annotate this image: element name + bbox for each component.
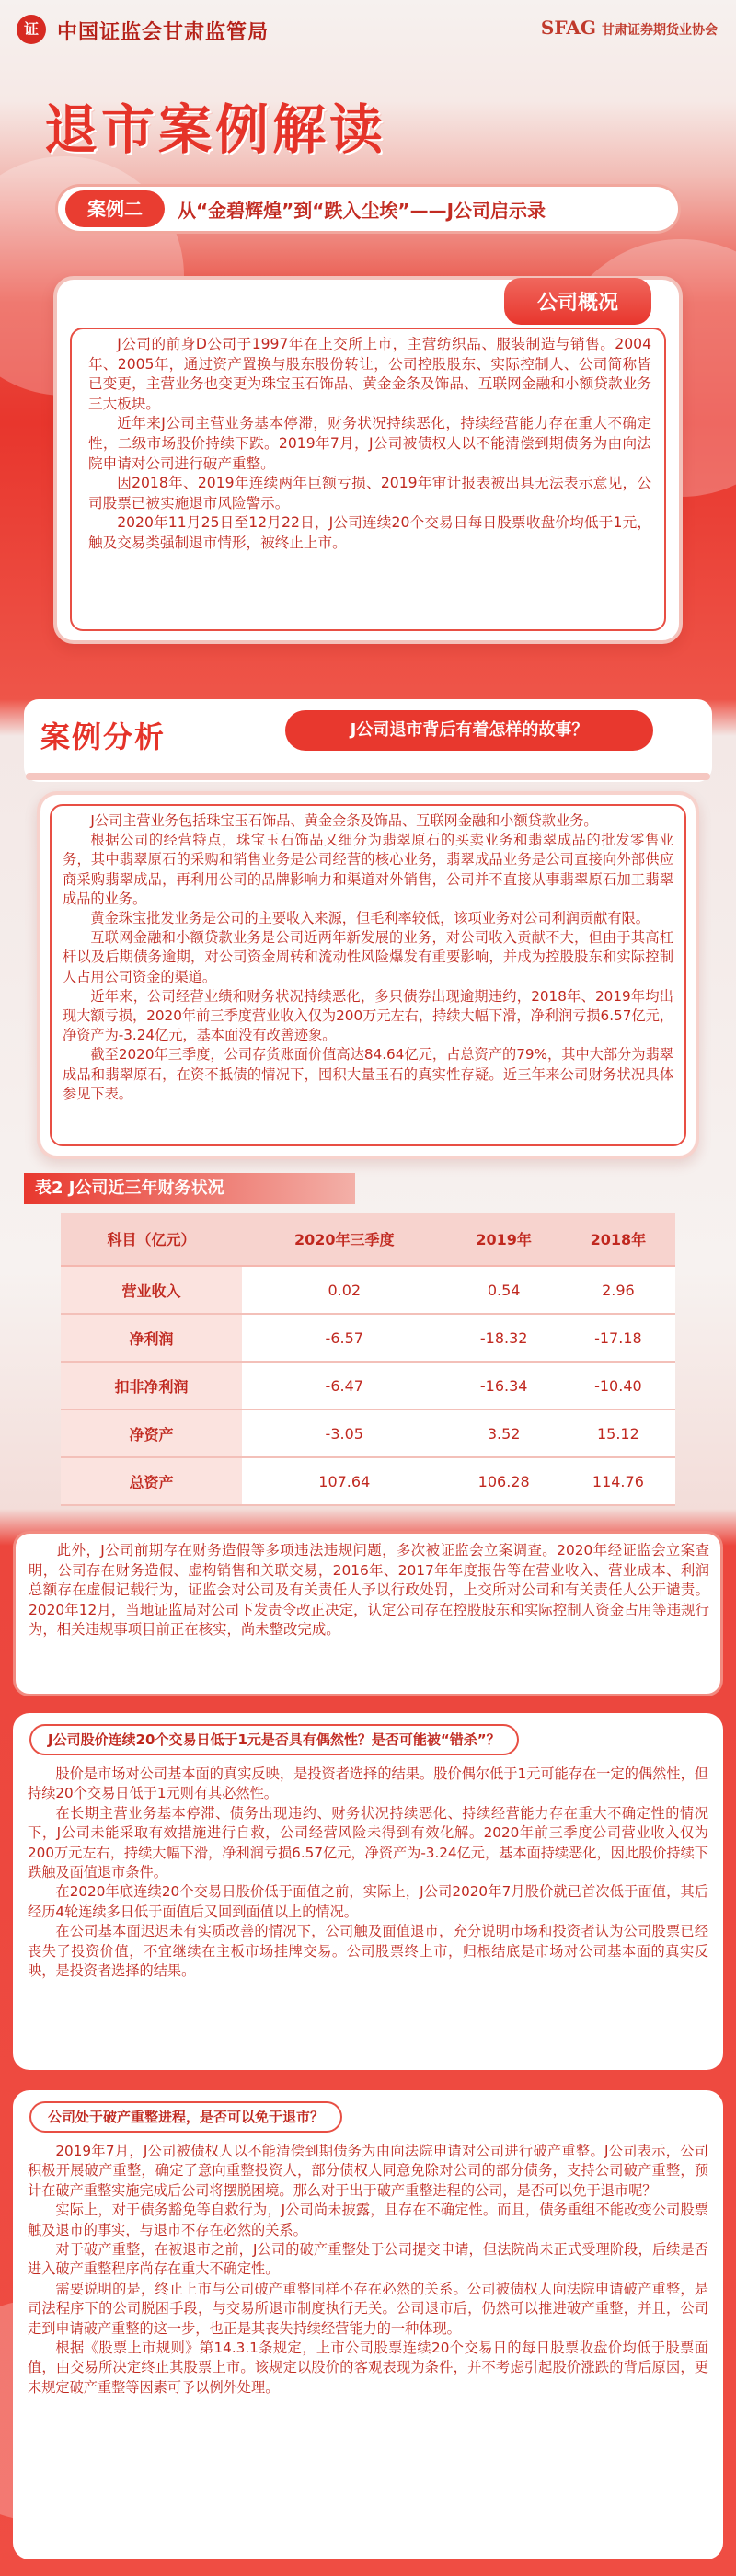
overview-paragraph: J公司的前身D公司于1997年在上交所上市，主营纺织品、服装制造与销售。2004年、2005年，通过资产置换与股东股份转让，公司控股股东、实际控制人、公司简称皆已变更，主营业务也变更为珠宝玉石饰品、黄金金条及饰品、互联网金融和小额贷款业务三大板块。 <box>88 336 651 412</box>
case-banner <box>55 184 681 234</box>
table-cell: 114.76 <box>561 1457 675 1505</box>
analysis-title: 案例分析 <box>40 719 167 754</box>
q1-paragraph: 在2020年底连续20个交易日股价低于面值之前，实际上，J公司2020年7月股价就已首次低于面值，其后经历4轮连续多日低于面值后又回到面值以上的情况。 <box>28 1883 708 1920</box>
q2-paragraph: 对于破产重整，在被退市之前，J公司的破产重整处于公司提交申请，但法院尚未正式受理阶段，后续是否进入破产重整程序尚存在重大不确定性。 <box>28 2241 708 2278</box>
q2-paragraph: 实际上，对于债务豁免等自救行为，J公司尚未披露，且存在不确定性。而且，债务重组不能改变公司股票触及退市的事实，与退市不存在必然的关系。 <box>28 2202 708 2238</box>
table-cell: 3.52 <box>447 1409 561 1457</box>
overview-paragraph: 2020年11月25日至12月22日，J公司连续20个交易日每日股票收盘价均低于1元，触及交易类强制退市情形，被终止上市。 <box>88 514 651 551</box>
table-row <box>61 1266 675 1314</box>
overview-tab: 公司概况 <box>504 278 651 325</box>
table-row <box>61 1362 675 1409</box>
analysis-paragraph: 根据公司的经营特点，珠宝玉石饰品又细分为翡翠原石的买卖业务和翡翠成品的批发零售业务，其中翡翠原石的采购和销售业务是公司经营的核心业务，翡翠成品业务是公司直接向外部供应商采购翡翠成品，再利用公司的品牌影响力和渠道对外销售，公司并不直接从事翡翠原石加工翡翠成品的业务。 <box>63 832 673 907</box>
table-row <box>61 1457 675 1505</box>
case-tag: 案例二 <box>65 190 165 227</box>
q1-paragraph: 股价是市场对公司基本面的真实反映，是投资者选择的结果。股价偶尔低于1元可能存在一定的偶然性，但持续20个交易日低于1元则有其必然性。 <box>28 1765 708 1802</box>
q2-question: 公司处于破产重整进程，是否可以免于退市？ <box>29 2101 342 2133</box>
q2-card <box>13 2090 723 2559</box>
table-row <box>61 1314 675 1362</box>
table-cell: 0.54 <box>447 1266 561 1314</box>
analysis-paragraph: 截至2020年三季度，公司存货账面价值高达84.64亿元，占总资产的79%，其中大部分为翡翠成品和翡翠原石，在资不抵债的情况下，囤积大量玉石的真实性存疑。近三年来公司财务状况具体参见下表。 <box>63 1046 673 1102</box>
overview-text <box>88 335 651 554</box>
violation-text <box>29 1541 709 1640</box>
brand-en: SFAG <box>540 17 596 39</box>
q1-text <box>28 1765 708 1981</box>
analysis-paragraph: 互联网金融和小额贷款业务是公司近两年新发展的业务，对公司收入贡献不大，但由于其高杠杆以及后期债务逾期，对公司资金周转和流动性风险爆发有重要影响，并成为控股股东和实际控制人占用公司资金的渠道。 <box>63 929 673 985</box>
org-name: 中国证监会甘肃监管局 <box>57 21 270 44</box>
table-cell: -18.32 <box>447 1314 561 1362</box>
row-label: 净利润 <box>61 1314 242 1362</box>
column-header: 2018年 <box>561 1213 675 1266</box>
row-label: 扣非净利润 <box>61 1362 242 1409</box>
analysis-text <box>63 811 673 1104</box>
table-cell: -6.47 <box>242 1362 447 1409</box>
q2-paragraph: 根据《股票上市规则》第14.3.1条规定，上市公司股票连续20个交易日的每日股票收盘价均低于股票面值，由交易所决定终止其股票上市。该规定以股价的客观表现为条件，并不考虑引起股价涨跌的背后原因，更未规定破产重整等因素可予以例外处理。 <box>28 2340 708 2396</box>
table-cell: -10.40 <box>561 1362 675 1409</box>
analysis-paragraph: J公司主营业务包括珠宝玉石饰品、黄金金条及饰品、互联网金融和小额贷款业务。 <box>90 812 598 829</box>
q1-card <box>13 1713 723 2070</box>
violation-card <box>13 1531 723 1696</box>
column-header: 科目（亿元） <box>61 1213 242 1266</box>
q1-paragraph: 在公司基本面迟迟未有实质改善的情况下，公司触及面值退市，充分说明市场和投资者认为公司股票已经丧失了投资价值，不宜继续在主板市场挂牌交易。公司股票终上市，归根结底是市场对公司基本面的真实反映，是投资者选择的结果。 <box>28 1923 708 1980</box>
column-header: 2019年 <box>447 1213 561 1266</box>
q2-paragraph: 2019年7月，J公司被债权人以不能清偿到期债务为由向法院申请对公司进行破产重整。J公司表示，公司积极开展破产重整，确定了意向重整投资人，部分债权人同意免除对公司的部分债务，支持公司破产重整，预计在破产重整实施完成后公司将摆脱困境。那么对于出于破产重整进程的公司，是否可以免于退市呢？ <box>28 2143 708 2199</box>
brand-logo <box>541 17 718 39</box>
overview-card <box>53 276 683 644</box>
finance-table <box>61 1213 675 1506</box>
table-cell: -16.34 <box>447 1362 561 1409</box>
analysis-card <box>37 791 699 1159</box>
brand-cn: 甘肃证券期货业协会 <box>602 23 718 38</box>
table-header-row <box>61 1213 675 1266</box>
table-row <box>61 1409 675 1457</box>
column-header: 2020年三季度 <box>242 1213 447 1266</box>
table-cell: -3.05 <box>242 1409 447 1457</box>
analysis-paragraph: 近年来，公司经营业绩和财务状况持续恶化，多只债券出现逾期违约，2018年、2019年均出现大额亏损，2020年前三季度营业收入仅为200万元左右，持续大幅下滑，净利润亏损6.57亿元，净资产为-3.24亿元，基本面没有改善迹象。 <box>63 987 673 1044</box>
overview-paragraph: 近年来J公司主营业务基本停滞，财务状况持续恶化，持续经营能力存在重大不确定性，二级市场股价持续下跌。2019年7月，J公司被债权人以不能清偿到期债务为由向法院申请对公司进行破产重整。 <box>88 415 651 472</box>
row-label: 营业收入 <box>61 1266 242 1314</box>
header <box>0 0 736 64</box>
case-headline: 从“金碧辉煌”到“跌入尘埃”——J公司启示录 <box>178 199 546 222</box>
table-cell: 107.64 <box>242 1457 447 1505</box>
table-cell: 15.12 <box>561 1409 675 1457</box>
table-cell: 2.96 <box>561 1266 675 1314</box>
table-cell: 0.02 <box>242 1266 447 1314</box>
csrc-logo-icon: 证 <box>17 15 46 44</box>
q1-paragraph: 在长期主营业务基本停滞、债务出现违约、财务状况持续恶化、持续经营能力存在重大不确定性的情况下，J公司未能采取有效措施进行自救，公司经营风险未得到有效化解。2020年前三季度公司营业收入仅为200万元左右，持续大幅下滑，净利润亏损6.57亿元，净资产为-3.24亿元，基本面持续恶化，因此股价持续下跌触及面值退市条件。 <box>28 1804 708 1881</box>
q2-text <box>28 2142 708 2398</box>
table-caption: 表2 J公司近三年财务状况 <box>24 1173 355 1204</box>
table-cell: 106.28 <box>447 1457 561 1505</box>
divider <box>26 773 710 780</box>
table-cell: -17.18 <box>561 1314 675 1362</box>
row-label: 净资产 <box>61 1409 242 1457</box>
analysis-paragraph: 黄金珠宝批发业务是公司的主要收入来源，但毛利率较低，该项业务对公司利润贡献有限。 <box>90 910 650 927</box>
page-title: 退市案例解读 <box>44 98 387 161</box>
table-cell: -6.57 <box>242 1314 447 1362</box>
overview-paragraph: 因2018年、2019年连续两年巨额亏损、2019年审计报表被出具无法表示意见，公司股票已被实施退市风险警示。 <box>88 475 651 512</box>
row-label: 总资产 <box>61 1457 242 1505</box>
q1-question: J公司股价连续20个交易日低于1元是否具有偶然性？是否可能被“错杀”？ <box>29 1724 519 1755</box>
analysis-question: J公司退市背后有着怎样的故事？ <box>285 710 653 751</box>
violation-paragraph: 此外，J公司前期存在财务造假等多项违法违规问题，多次被证监会立案调查。2020年经证监会立案查明，公司存在财务造假、虚构销售和关联交易，2016年、2017年年度报告等在营业收入、营业成本、利润总额存在虚假记载行为，证监会对公司及有关责任人予以行政处罚，上交所对公司和有关责任人公开谴责。2020年12月，当地证监局对公司下发责令改正决定，认定公司存在控股股东和实际控制人资金占用等违规行为，相关违规事项目前正在核实，尚未整改完成。 <box>29 1542 709 1639</box>
q2-paragraph: 需要说明的是，终止上市与公司破产重整同样不存在必然的关系。公司被债权人向法院申请破产重整，是司法程序下的公司脱困手段，与交易所退市制度执行无关。公司退市后，仍然可以推进破产重整，并且，公司走到申请破产重整的这一步，也正是其丧失持续经营能力的一种体现。 <box>28 2280 708 2337</box>
